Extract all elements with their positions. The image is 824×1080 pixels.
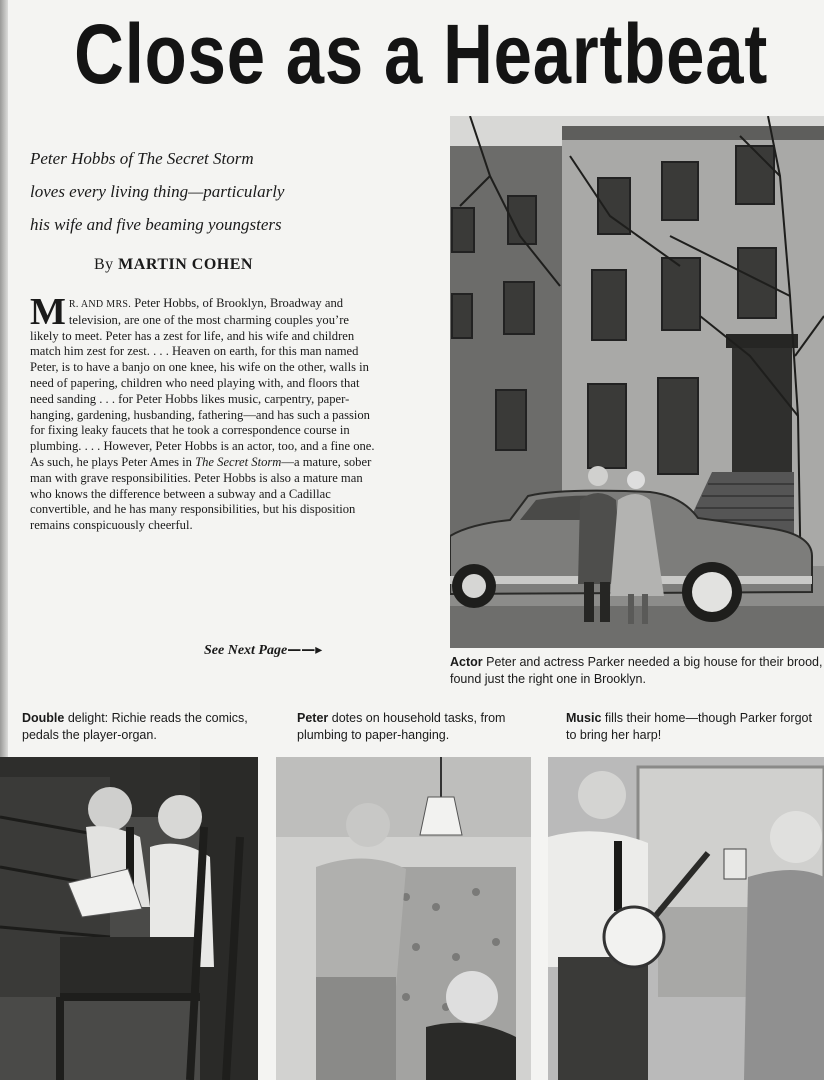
see-next-page-link[interactable] (204, 642, 322, 659)
main-photo-couple-brooklyn-house (450, 116, 824, 648)
show-title: The Secret Storm (195, 454, 282, 469)
photo-music-banjo (548, 757, 824, 1080)
photo-richie-player-organ (0, 757, 258, 1080)
photo-peter-paper-hanging (276, 757, 531, 1080)
caption-peter-household (297, 710, 547, 744)
deck-line: his wife and five beaming youngsters (30, 215, 282, 234)
article-body (30, 291, 380, 534)
caption-text: delight: Richie reads the comics, pedals the player-organ. (22, 711, 248, 742)
byline-author: MARTIN COHEN (118, 256, 253, 273)
right-arrow-icon: ——▸ (287, 642, 323, 658)
caption-lead: Actor (450, 655, 483, 669)
deck-line: Peter Hobbs of The Secret Storm (30, 149, 254, 168)
caption-text: dotes on household tasks, from plumbing to paper-hanging. (297, 711, 506, 742)
article-deck (30, 142, 430, 241)
byline (94, 256, 394, 274)
caption-lead: Double (22, 711, 65, 725)
main-photo-caption (450, 654, 824, 688)
caption-music (566, 710, 816, 744)
caption-double-delight (22, 710, 272, 744)
caption-lead: Music (566, 711, 602, 725)
drop-cap: M (30, 291, 66, 333)
byline-prefix: By (94, 256, 114, 273)
deck-line: loves every living thing—particularly (30, 182, 285, 201)
smallcaps-lead: R. AND MRS. (68, 299, 132, 310)
caption-text: Peter and actress Parker needed a big house for their brood, found just the right one in Brooklyn. (450, 655, 823, 686)
headline: Close as a Heartbeat (74, 7, 769, 101)
body-text-part-2: —a mature, sober man with grave responsibilities. Peter Hobbs is also a mature man who knows the difference between a subway and a Cadillac convertible, and he has many responsibilities, but his disposition remains conspicuously cheerful. (30, 454, 372, 533)
caption-text: fills their home—though Parker forgot to bring her harp! (566, 711, 812, 742)
body-text-part-1: Peter Hobbs, of Brooklyn, Broadway and television, are one of the most charming couples you’re likely to meet. Peter has a zest for life, and his wife and children match him zest for zest. . . . Heaven on earth, for this man named Peter, is to have a banjo on one knee, his wife on the other, walls in need of papering, children who need playing with, and floors that need sanding . . . for Peter Hobbs likes music, carpentry, paper-hanging, gardening, husbanding, fathering—and has such a passion for fixing leaky faucets that he took a correspondence course in plumbing. . . . However, Peter Hobbs is an actor, too, and a fine one. As such, he plays Peter Ames in (30, 296, 375, 469)
see-next-label: See Next Page (204, 643, 288, 658)
caption-lead: Peter (297, 711, 329, 725)
